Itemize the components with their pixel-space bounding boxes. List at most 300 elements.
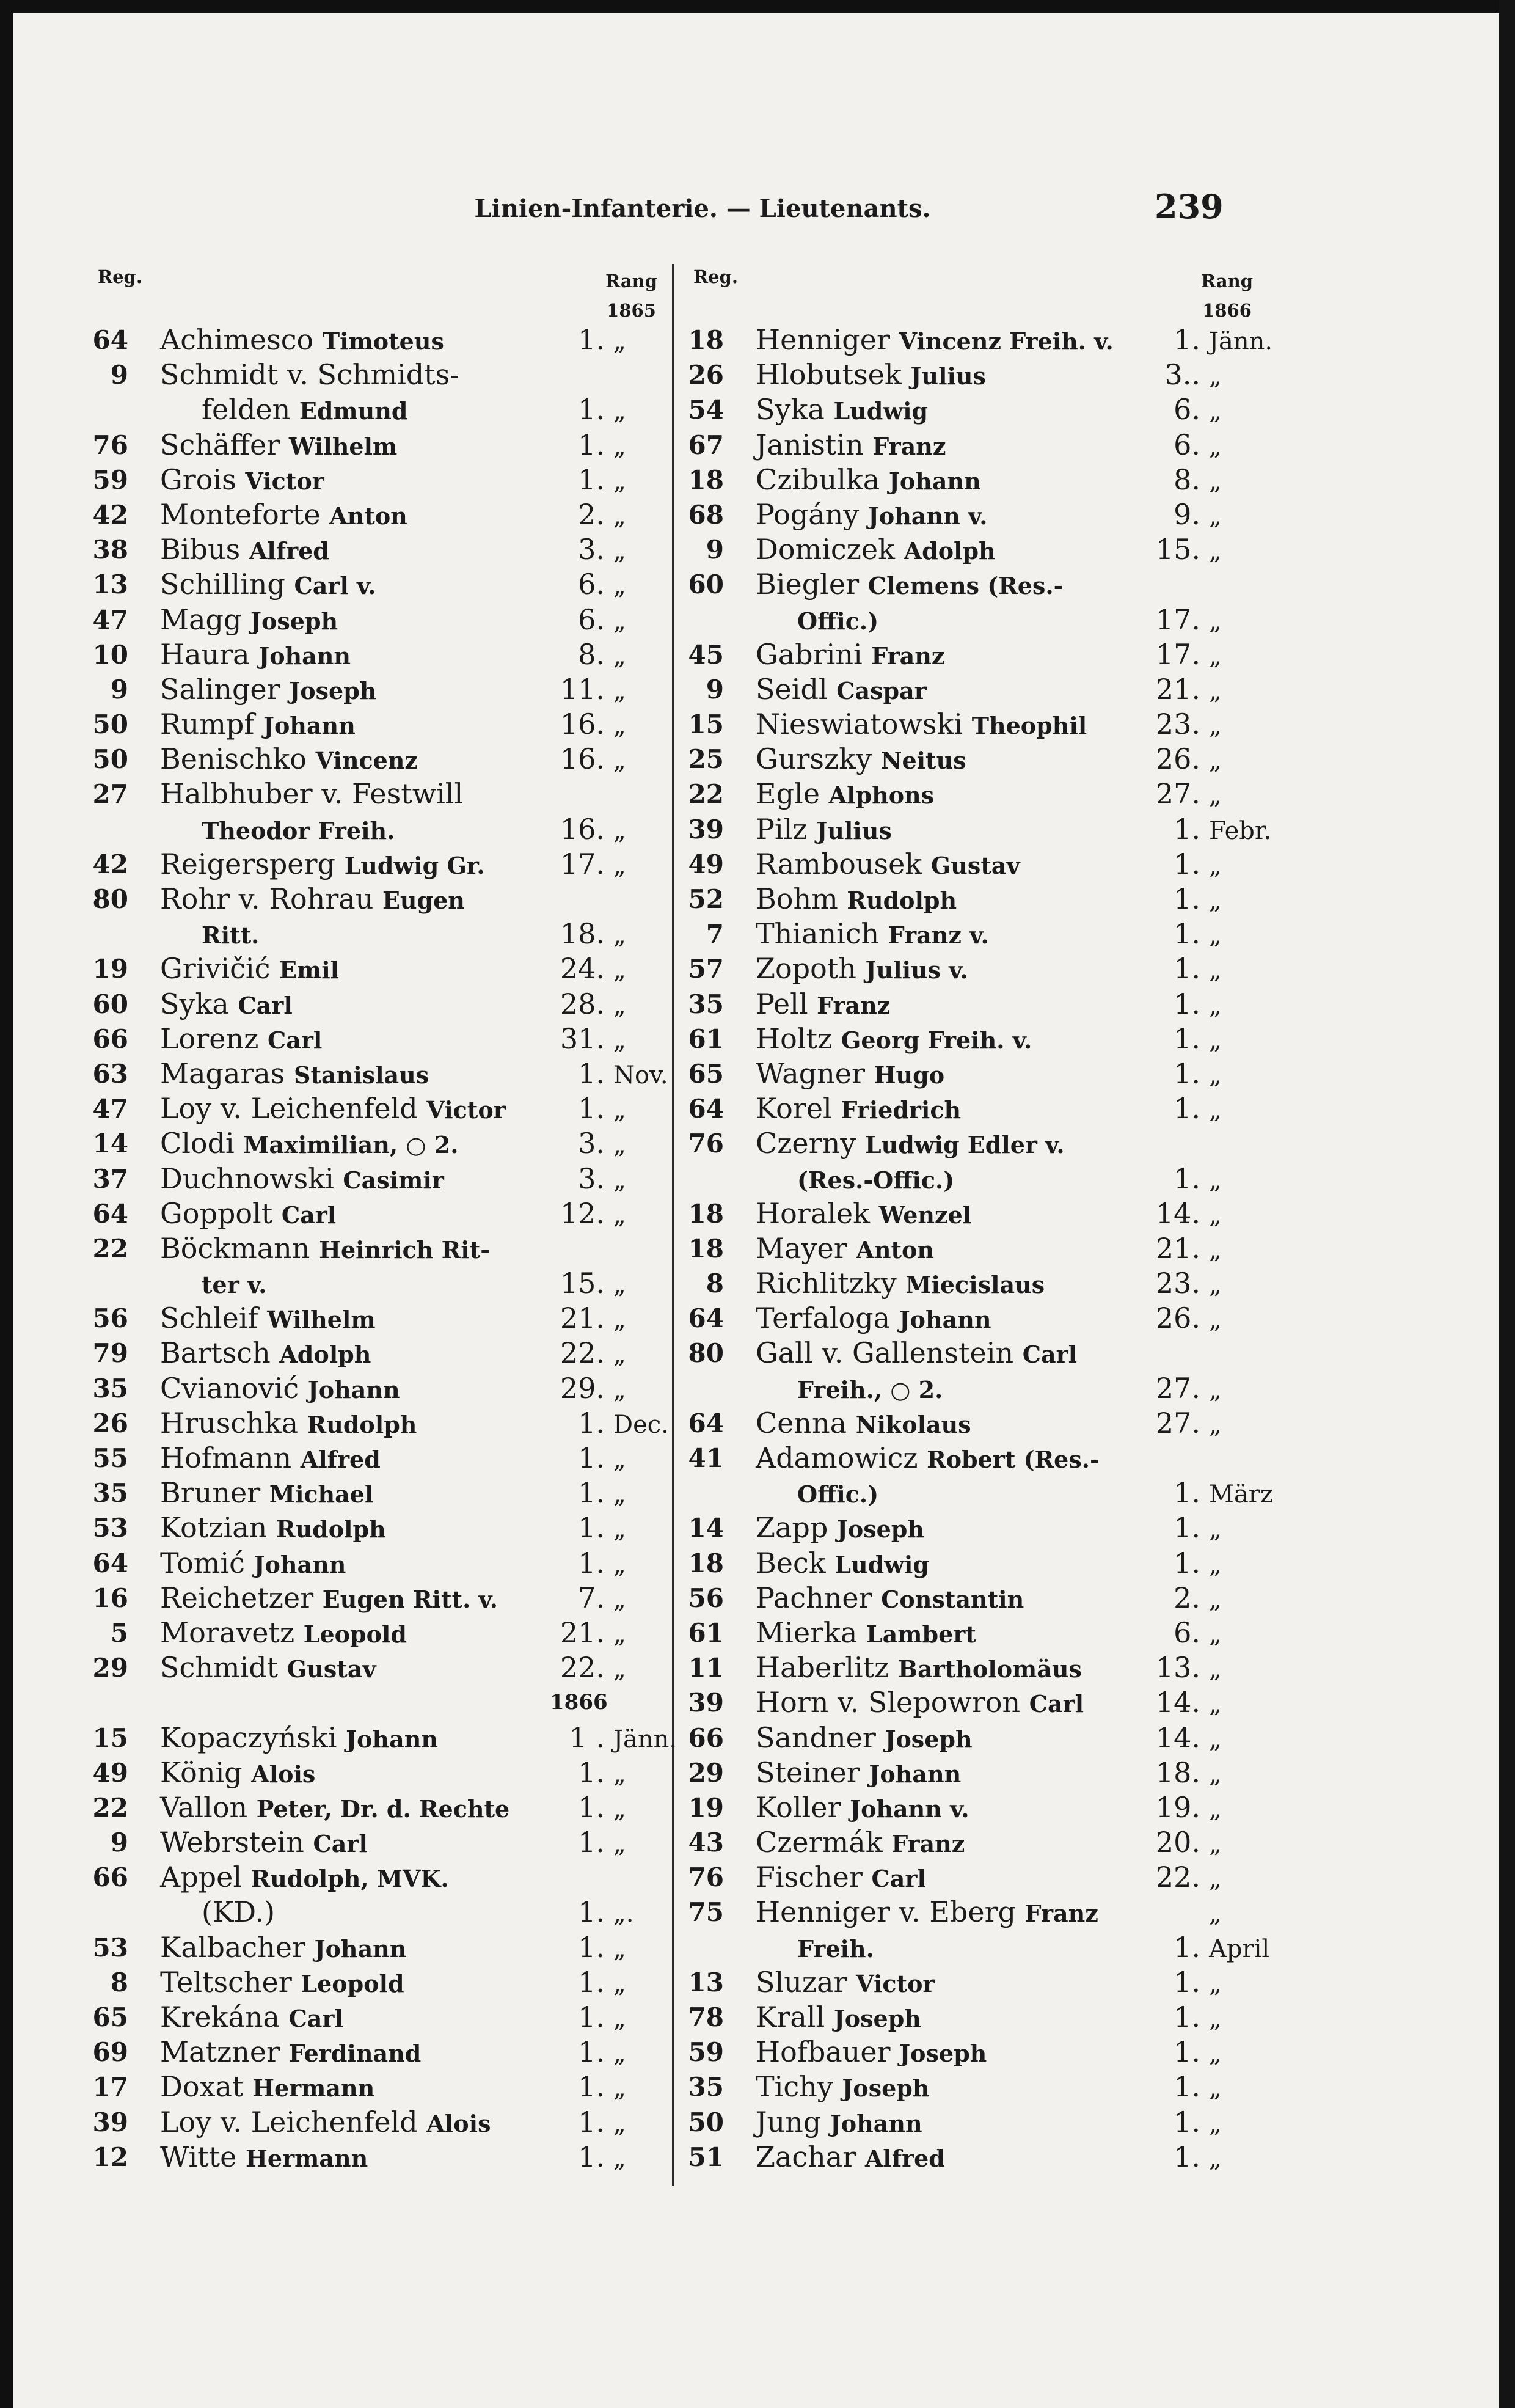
right-rows bbox=[687, 323, 1273, 2175]
reg-number: 18 bbox=[688, 1548, 724, 1578]
officer-name bbox=[756, 463, 981, 499]
rank-number: 28. bbox=[560, 987, 605, 1020]
surname: Bruner bbox=[160, 1476, 261, 1510]
rank-month: „ bbox=[613, 816, 626, 845]
left-column-header bbox=[92, 264, 666, 323]
given-name: Michael bbox=[269, 1480, 374, 1509]
rank-date bbox=[550, 672, 666, 709]
rank-month: „ bbox=[1209, 1235, 1222, 1264]
rank-date bbox=[1145, 812, 1272, 849]
list-item bbox=[92, 1930, 666, 1965]
given-name: Johann bbox=[254, 1550, 346, 1578]
list-item bbox=[92, 1650, 666, 1685]
reg-number: 80 bbox=[688, 1338, 724, 1369]
rank-date bbox=[1145, 1510, 1261, 1547]
rank-month: „ bbox=[1209, 537, 1222, 566]
rank-month: Nov. bbox=[613, 1061, 668, 1089]
reg-number: 59 bbox=[92, 464, 128, 495]
officer-name bbox=[160, 1965, 404, 2001]
given-name: Franz bbox=[872, 432, 946, 460]
rank-number: 21. bbox=[1155, 1231, 1200, 1265]
list-item bbox=[92, 1441, 666, 1476]
rank-month: „ bbox=[1209, 956, 1222, 985]
surname: Syka bbox=[160, 987, 229, 1020]
officer-name bbox=[756, 1091, 961, 1127]
given-name: Eugen Ritt. v. bbox=[322, 1585, 498, 1613]
officer-name bbox=[160, 987, 293, 1023]
given-name: Freih., ○ 2. bbox=[797, 1375, 943, 1403]
surname: Holtz bbox=[756, 1022, 833, 1055]
rank-month: „ bbox=[613, 1026, 626, 1055]
rank-date bbox=[1145, 2000, 1261, 2037]
rang-header bbox=[1201, 266, 1253, 325]
reg-number: 68 bbox=[688, 499, 724, 530]
officer-name bbox=[160, 1616, 407, 1652]
given-name: Joseph bbox=[250, 607, 338, 635]
list-item bbox=[92, 707, 666, 742]
officer-name bbox=[160, 1406, 417, 1442]
given-name: Vincenz Freih. v. bbox=[899, 328, 1114, 355]
rank-month: „ bbox=[1209, 781, 1222, 810]
surname: Rambousek bbox=[756, 847, 922, 880]
rank-month: „ bbox=[1209, 921, 1222, 950]
rank-date bbox=[550, 2000, 666, 2037]
rank-month: „ bbox=[1209, 2005, 1222, 2033]
rank-number: 1. bbox=[1174, 1930, 1200, 1964]
given-name: Johann bbox=[307, 1375, 400, 1403]
surname: Janistin bbox=[756, 428, 864, 461]
rank-month: „ bbox=[1209, 397, 1222, 426]
given-name: Stanislaus bbox=[294, 1061, 429, 1089]
list-item bbox=[92, 1301, 666, 1336]
officer-name bbox=[202, 1266, 266, 1302]
surname: Cvianović bbox=[160, 1371, 299, 1405]
list-item bbox=[92, 1510, 666, 1545]
officer-name bbox=[160, 2069, 374, 2106]
given-name: Freih. bbox=[797, 1934, 874, 1963]
officer-name bbox=[160, 2000, 343, 2036]
list-item bbox=[92, 602, 666, 637]
reg-number: 37 bbox=[92, 1163, 128, 1194]
rank-date bbox=[550, 428, 666, 464]
rank-number: 1. bbox=[1174, 1511, 1200, 1545]
given-name: Johann bbox=[258, 642, 351, 670]
rank-month: „ bbox=[1209, 1375, 1222, 1404]
surname: Reigersperg bbox=[160, 847, 335, 880]
rank-date bbox=[550, 1581, 666, 1617]
reg-number: 65 bbox=[688, 1058, 724, 1089]
rank-month: „ bbox=[613, 676, 626, 705]
list-item bbox=[687, 1581, 1261, 1616]
rank-number: 21. bbox=[560, 1301, 605, 1335]
list-item bbox=[92, 637, 666, 672]
given-name: Carl bbox=[238, 991, 293, 1019]
officer-name bbox=[756, 323, 1114, 359]
surname: Fischer bbox=[756, 1861, 863, 1894]
rank-number: 9. bbox=[1174, 497, 1200, 531]
given-name: Johann bbox=[830, 2109, 922, 2137]
given-name: Anton bbox=[329, 502, 407, 530]
officer-name bbox=[202, 392, 407, 428]
given-name: Leopold bbox=[301, 1969, 404, 1997]
list-item bbox=[687, 1965, 1261, 2000]
rank-number: 11. bbox=[560, 672, 605, 706]
list-item bbox=[92, 1685, 666, 1720]
rank-date bbox=[1145, 1546, 1261, 1583]
rank-month: „ bbox=[613, 2040, 626, 2068]
list-item bbox=[687, 951, 1261, 986]
list-item bbox=[687, 602, 1261, 637]
list-item bbox=[687, 1231, 1261, 1266]
given-name: Emil bbox=[279, 956, 340, 984]
list-item bbox=[687, 1930, 1270, 1965]
surname: Tichy bbox=[756, 2070, 833, 2104]
reg-number: 22 bbox=[92, 1233, 128, 1264]
officer-name bbox=[160, 1056, 429, 1092]
rank-date bbox=[1145, 1126, 1261, 1161]
officer-name bbox=[160, 777, 463, 813]
reg-number: 55 bbox=[92, 1443, 128, 1473]
rank-number: 1. bbox=[578, 2070, 605, 2104]
rank-date bbox=[1145, 1825, 1261, 1862]
officer-name bbox=[756, 357, 986, 393]
rank-date bbox=[550, 777, 666, 811]
rank-date bbox=[550, 1196, 666, 1233]
given-name: Ludwig Gr. bbox=[344, 851, 485, 879]
rank-month: „ bbox=[613, 1760, 626, 1788]
surname: Schmidt v. Schmidts- bbox=[160, 358, 459, 392]
reg-number: 64 bbox=[688, 1408, 724, 1438]
reg-number: 42 bbox=[92, 499, 128, 530]
rank-date bbox=[1145, 463, 1261, 499]
rang-header bbox=[605, 266, 657, 325]
officer-name bbox=[160, 1091, 506, 1127]
list-item bbox=[92, 497, 666, 532]
officer-name bbox=[160, 602, 338, 639]
list-item bbox=[687, 1406, 1261, 1441]
given-name: Carl bbox=[267, 1026, 323, 1054]
rank-date bbox=[550, 882, 666, 917]
reg-number: 39 bbox=[92, 2107, 128, 2137]
given-name: Johann bbox=[346, 1725, 438, 1753]
given-name: Miecislaus bbox=[905, 1271, 1045, 1299]
officer-name bbox=[756, 428, 946, 464]
reg-number: 27 bbox=[92, 779, 128, 810]
reg-number: 80 bbox=[92, 884, 128, 914]
rank-date bbox=[550, 1162, 666, 1198]
rank-date bbox=[550, 1685, 666, 1720]
rank-month: Jänn. bbox=[1209, 328, 1273, 356]
rank-month: „ bbox=[1209, 1201, 1222, 1229]
rank-date bbox=[1145, 323, 1273, 359]
officer-name bbox=[756, 882, 957, 918]
officer-name bbox=[202, 917, 259, 953]
rang-label: Rang bbox=[605, 271, 657, 291]
rank-number: 14. bbox=[1155, 1686, 1200, 1719]
given-name: Franz bbox=[871, 642, 945, 670]
officer-name bbox=[160, 951, 339, 987]
scan-border-right bbox=[1499, 0, 1515, 2408]
rank-date bbox=[550, 1266, 666, 1303]
rank-number: 22. bbox=[560, 1336, 605, 1370]
rank-date bbox=[1145, 497, 1261, 534]
rank-number: 1. bbox=[1174, 1022, 1200, 1055]
officer-name bbox=[756, 951, 968, 987]
reg-number: 64 bbox=[92, 325, 128, 355]
rank-number: 20. bbox=[1155, 1826, 1200, 1859]
given-name: Timoteus bbox=[322, 328, 444, 355]
list-item bbox=[687, 2105, 1261, 2140]
list-item bbox=[92, 987, 666, 1022]
surname: Mierka bbox=[756, 1616, 858, 1649]
given-name: Carl bbox=[871, 1865, 926, 1893]
reg-number: 56 bbox=[92, 1303, 128, 1334]
reg-number: 26 bbox=[688, 360, 724, 390]
reg-number: 9 bbox=[110, 1828, 128, 1858]
officer-name bbox=[160, 882, 465, 918]
surname: Magaras bbox=[160, 1056, 285, 1090]
officer-name bbox=[756, 1510, 924, 1546]
officer-name bbox=[160, 1650, 376, 1686]
list-item bbox=[687, 2140, 1261, 2175]
rank-month: „ bbox=[613, 1271, 626, 1300]
rank-date bbox=[1145, 428, 1261, 464]
reg-number: 49 bbox=[92, 1757, 128, 1788]
rank-month: „ bbox=[1209, 747, 1222, 775]
surname: Cenna bbox=[756, 1406, 847, 1440]
given-name: Johann bbox=[314, 1934, 407, 1963]
officer-name bbox=[160, 357, 459, 393]
surname: Rohr v. Rohrau bbox=[160, 882, 374, 915]
rank-month: „ bbox=[613, 851, 626, 880]
list-item bbox=[92, 742, 666, 777]
surname: Sandner bbox=[756, 1721, 876, 1754]
given-name: Joseph bbox=[833, 2005, 921, 2032]
rank-month: „ bbox=[613, 1795, 626, 1823]
rank-number: 16. bbox=[560, 708, 605, 741]
column-divider bbox=[672, 264, 674, 2186]
officer-name bbox=[756, 707, 1087, 743]
rank-number: 26. bbox=[1155, 742, 1200, 776]
left-rows bbox=[92, 323, 677, 2175]
officer-name bbox=[160, 1196, 336, 1232]
rank-number: 1. bbox=[1174, 1546, 1200, 1579]
list-item bbox=[92, 1091, 666, 1126]
rank-date bbox=[550, 1476, 666, 1512]
rank-date bbox=[1145, 707, 1261, 744]
reg-number: 67 bbox=[688, 430, 724, 460]
rank-number: 14. bbox=[1155, 1196, 1200, 1230]
given-name: Peter, Dr. d. Rechte bbox=[256, 1795, 510, 1823]
rank-month: „ bbox=[613, 467, 626, 496]
officer-name bbox=[756, 532, 996, 568]
rank-date bbox=[1145, 1336, 1261, 1371]
rank-month: „ bbox=[1209, 1515, 1222, 1544]
rank-month: „ bbox=[613, 1655, 626, 1684]
surname: Hofbauer bbox=[756, 2035, 891, 2069]
officer-name bbox=[160, 2140, 368, 2176]
surname: Halbhuber v. Festwill bbox=[160, 777, 464, 811]
rank-date bbox=[1145, 1162, 1261, 1198]
rank-month: „ bbox=[1209, 432, 1222, 461]
list-item bbox=[92, 1022, 666, 1056]
rank-month: „ bbox=[1209, 1900, 1222, 1928]
given-name: Wenzel bbox=[878, 1201, 972, 1229]
rank-number: 1. bbox=[1174, 1162, 1200, 1195]
list-item bbox=[92, 1616, 666, 1650]
rank-number: 1. bbox=[1174, 812, 1200, 846]
given-name: Anton bbox=[856, 1235, 934, 1264]
list-item bbox=[687, 1162, 1261, 1196]
rank-number: 1. bbox=[1174, 2000, 1200, 2033]
given-name: Ritt. bbox=[202, 921, 260, 950]
surname: Kalbacher bbox=[160, 1930, 305, 1964]
reg-number: 13 bbox=[688, 1967, 724, 1997]
rank-date bbox=[1145, 1581, 1261, 1617]
reg-number: 18 bbox=[688, 1198, 724, 1229]
officer-name bbox=[160, 1371, 400, 1407]
rank-month: „ bbox=[1209, 1550, 1222, 1579]
rank-date bbox=[550, 847, 666, 884]
given-name: Georg Freih. v. bbox=[841, 1026, 1032, 1054]
rank-month: „ bbox=[613, 1375, 626, 1404]
list-item bbox=[687, 1895, 1261, 1930]
rank-month: Dec. bbox=[613, 1410, 669, 1439]
rank-number: 16. bbox=[560, 812, 605, 846]
rank-number: 6. bbox=[578, 602, 605, 636]
rank-date bbox=[550, 1441, 666, 1477]
given-name: Joseph bbox=[899, 2040, 987, 2068]
rank-month: „ bbox=[613, 1969, 626, 1998]
rank-date bbox=[1145, 567, 1261, 602]
surname: Domiczek bbox=[756, 533, 896, 566]
given-name: Leopold bbox=[303, 1620, 407, 1648]
list-item bbox=[687, 1546, 1261, 1581]
list-item bbox=[92, 463, 666, 497]
surname: Hofmann bbox=[160, 1441, 292, 1474]
officer-name bbox=[160, 2035, 421, 2071]
list-item bbox=[687, 357, 1261, 392]
rank-number: 2. bbox=[578, 497, 605, 531]
surname: Jung bbox=[756, 2105, 822, 2139]
officer-name bbox=[202, 812, 395, 848]
rank-number: 1. bbox=[1174, 1092, 1200, 1125]
reg-number: 29 bbox=[688, 1757, 724, 1788]
rank-number: 29. bbox=[560, 1371, 605, 1405]
given-name: Carl bbox=[1022, 1341, 1078, 1369]
officer-name bbox=[160, 428, 397, 464]
surname: Wagner bbox=[756, 1056, 865, 1090]
given-name: Ferdinand bbox=[288, 2040, 422, 2068]
rank-number: 1. bbox=[578, 2000, 605, 2033]
rank-date bbox=[550, 1056, 666, 1093]
reg-number: 22 bbox=[688, 779, 724, 810]
officer-name bbox=[756, 672, 927, 708]
officer-name bbox=[160, 672, 376, 708]
list-item bbox=[92, 1790, 666, 1825]
rank-month: „ bbox=[613, 2005, 626, 2033]
reg-number: 13 bbox=[92, 569, 128, 600]
rank-number: 1. bbox=[1174, 987, 1200, 1020]
rank-date bbox=[1145, 1301, 1261, 1338]
rank-date bbox=[1145, 1196, 1261, 1233]
surname: Monteforte bbox=[160, 497, 321, 531]
reg-number: 17 bbox=[92, 2072, 128, 2102]
rank-date bbox=[550, 1022, 666, 1058]
list-item bbox=[92, 2000, 666, 2035]
reg-number: 53 bbox=[92, 1932, 128, 1963]
running-head: Linien-Infanterie. — Lieutenants. bbox=[474, 194, 931, 223]
list-item bbox=[687, 1301, 1261, 1336]
officer-name bbox=[160, 1162, 444, 1198]
list-item bbox=[687, 1790, 1261, 1825]
surname: Böckmann bbox=[160, 1231, 310, 1265]
reg-number: 65 bbox=[92, 2002, 128, 2032]
surname: Korel bbox=[756, 1092, 832, 1125]
rank-number: 13. bbox=[1155, 1651, 1200, 1685]
rank-number: 3. bbox=[578, 533, 605, 566]
given-name: Theophil bbox=[971, 712, 1087, 740]
rank-date bbox=[550, 742, 666, 778]
officer-name bbox=[756, 1336, 1077, 1372]
given-name: Rudolph bbox=[847, 887, 957, 914]
list-item bbox=[687, 1825, 1261, 1860]
reg-number: 66 bbox=[92, 1862, 128, 1893]
rank-date bbox=[1145, 1231, 1261, 1268]
given-name: Alois bbox=[251, 1760, 316, 1788]
rank-number: 1. bbox=[578, 393, 605, 426]
rank-date bbox=[1145, 1371, 1261, 1408]
rank-month: „ bbox=[613, 1515, 626, 1544]
rank-date bbox=[1145, 637, 1261, 674]
surname: Koller bbox=[756, 1790, 841, 1824]
rank-number: 21. bbox=[560, 1616, 605, 1649]
given-name: Maximilian, ○ 2. bbox=[243, 1131, 459, 1159]
given-name: Wilhelm bbox=[288, 432, 398, 460]
rank-date bbox=[1145, 1266, 1261, 1303]
rank-date bbox=[1145, 1441, 1261, 1476]
rank-month: „ bbox=[1209, 642, 1222, 670]
officer-name bbox=[756, 567, 1063, 603]
surname: Schäffer bbox=[160, 428, 280, 461]
rank-date bbox=[1145, 1685, 1261, 1722]
list-item bbox=[92, 1056, 666, 1091]
rank-date bbox=[550, 707, 666, 744]
given-name: Adolph bbox=[279, 1341, 371, 1369]
list-item bbox=[687, 1022, 1261, 1056]
rank-month: „ bbox=[613, 1166, 626, 1195]
given-name: Carl bbox=[281, 1201, 337, 1229]
surname: Haura bbox=[160, 637, 250, 671]
rank-number: 15. bbox=[560, 1267, 605, 1300]
given-name: Carl bbox=[1029, 1690, 1084, 1718]
list-item bbox=[687, 1266, 1261, 1301]
reg-number: 26 bbox=[92, 1408, 128, 1438]
list-item bbox=[92, 1196, 666, 1231]
reg-number: 19 bbox=[688, 1792, 724, 1823]
rank-number: 6. bbox=[1174, 428, 1200, 461]
rank-month: „ bbox=[613, 712, 626, 741]
rank-month: „ bbox=[613, 607, 626, 635]
rank-date bbox=[550, 463, 666, 499]
list-item bbox=[687, 672, 1261, 707]
reg-number: 19 bbox=[92, 954, 128, 984]
rank-number: 27. bbox=[1155, 1406, 1200, 1440]
given-name: Eugen bbox=[382, 887, 465, 914]
given-name: Gustav bbox=[930, 851, 1020, 879]
surname: Thianich bbox=[756, 917, 880, 951]
list-item bbox=[687, 1196, 1261, 1231]
